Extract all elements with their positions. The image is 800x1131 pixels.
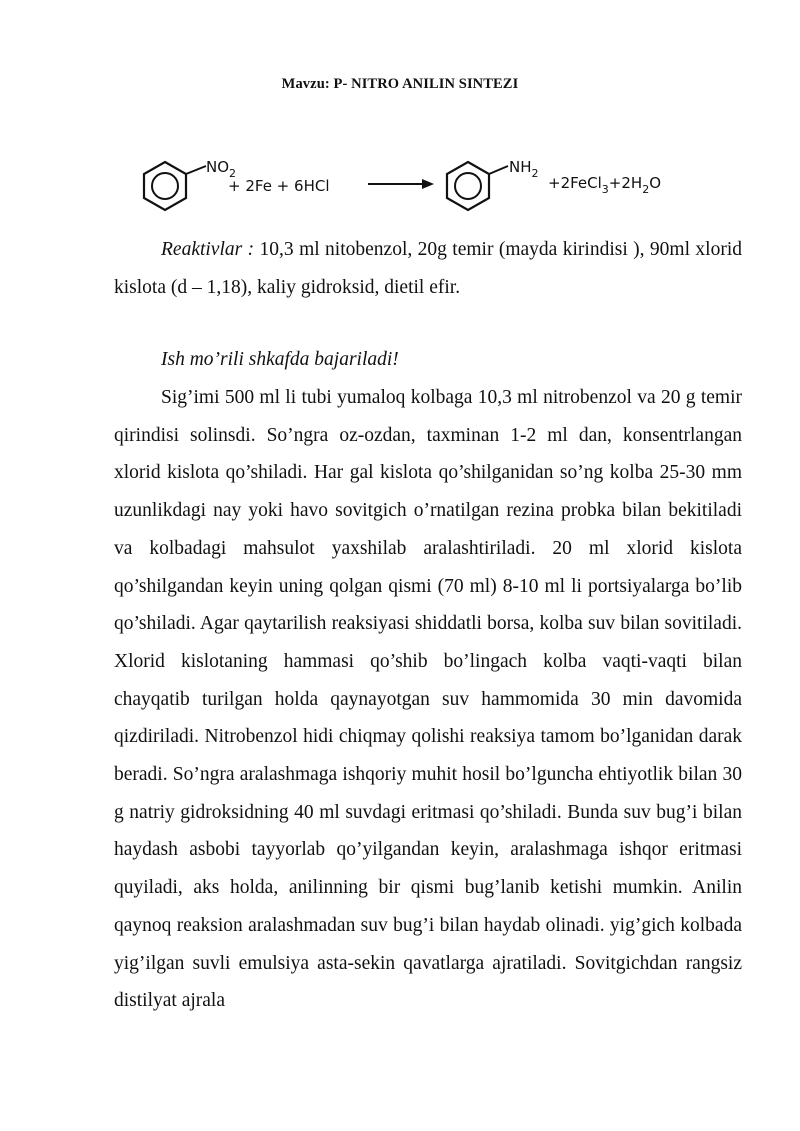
procedure-paragraph (114, 379, 742, 1020)
reaction-arrow (368, 179, 434, 189)
aniline-structure (447, 162, 508, 210)
reaction-scheme (140, 148, 700, 218)
amino-group-label: $NH_2$ (509, 158, 539, 180)
reagents-list-text: 10,3 ml nitobenzol, 20g temir (mayda kirindisi ), 90ml xlorid kislota (d – 1,18), kaliy gidroksid, dietil efir. (114, 239, 742, 298)
page-title: Mavzu: P- NITRO ANILIN SINTEZI (281, 76, 519, 92)
nitro-group-label: $NO_2$ (206, 158, 237, 180)
reaction-equation (140, 148, 700, 218)
safety-note (114, 341, 742, 379)
procedure-text: Sig’imi 500 ml li tubi yumaloq kolbaga 10,3 ml nitrobenzol va 20 g temir qirindisi solinsdi. So’ngra oz-ozdan, taxminan 1-2 ml dan, konsentrlangan xlorid kislota qo’shiladi. Har gal kislota qo’shilganidan so’ng kolba 25-30 mm uzunlikdagi nay yoki havo sovitgich o’rnatilgan rezina probka bilan bekitiladi va kolbadagi mahsulot yaxshilab aralashtiriladi. 20 ml xlorid kislota qo’shilgandan keyin uning qolgan qismi (70 ml) 8-10 ml li portsiyalarga bo’lib qo’shiladi. Agar qaytarilish reaksiyasi shiddatli borsa, kolba suv bilan sovitiladi. Xlorid kislotaning hammasi qo’shib bo’lingach kolba vaqti-vaqti bilan chayqatib turilgan holda qaynayotgan suv hammomida 30 min davomida qizdiriladi. Nitrobenzol hidi chiqmay qolishi reaksiya tamom bo’lganidan darak beradi. So’ngra aralashmaga ishqoriy muhit hosil bo’lguncha ehtiyotlik bilan 30 g natriy gidroksidning 40 ml suvdagi eritmasi qo’shiladi. Bunda suv bug’i bilan haydash asbobi tayyorlab qo’yilgandan keyin, aralashmaga ishqor eritmasi quyiladi, aks holda, anilinning bir qismi bug’lanib ketishi mumkin. Anilin qaynoq reaksion aralashmadan suv bug’i bilan haydab olinadi. yig’gich kolbada yig’ilgan suvli emulsiya asta-sekin qavatlarga ajratiladi. Sovitgichdan rangsiz distilyat ajrala (114, 387, 742, 1012)
reagents-paragraph (114, 231, 742, 306)
safety-note-text: Ish mo’rili shkafda bajariladi! (161, 349, 399, 370)
reagents-label: + 2Fe + 6HCl (228, 177, 330, 195)
reagents-label-text: Reaktivlar : (161, 239, 255, 260)
byproducts-label: $+2FeCl_3+2H_2O$ (548, 174, 662, 196)
nitrobenzene-structure (144, 162, 206, 210)
